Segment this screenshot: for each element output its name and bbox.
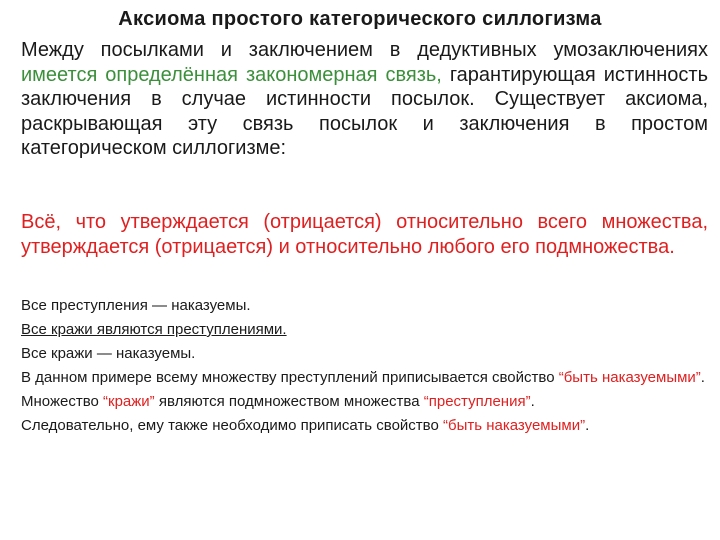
page-title: Аксиома простого категорического силлогизма: [118, 8, 602, 30]
conclusion: Все кражи — наказуемы.: [21, 345, 196, 362]
quote-punishable: “быть наказуемыми”: [558, 369, 701, 386]
intro-text-1: Между посылками и заключением в дедуктивных умозаключениях: [21, 39, 708, 61]
intro-highlight: имеется определённая закономерная связь,: [21, 63, 442, 86]
example-block: [21, 294, 708, 438]
intro-paragraph: [21, 38, 708, 161]
quote-punishable-2: “быть наказуемыми”: [443, 417, 586, 434]
explanation-3: Следовательно, ему также необходимо приписать свойство “быть наказуемыми”.: [21, 417, 590, 434]
premise-minor: Все кражи являются преступлениями.: [21, 321, 287, 338]
intro-text-2: гарантирующая истинность заключения в случае истинности посылок. Существует аксиома, раскрывающая эту связь посылок и заключения в простом категорическом силлогизме:: [21, 63, 709, 160]
quote-thefts: “кражи”: [103, 393, 155, 410]
axiom-paragraph: Всё, что утверждается (отрицается) относительно всего множества, утверждается (отрицается) и относительно любого его подмножества.: [21, 211, 708, 258]
quote-crimes: “преступления”: [423, 393, 531, 410]
explanation-2: Множество “кражи” являются подмножеством множества “преступления”.: [21, 393, 535, 410]
premise-major: Все преступления — наказуемы.: [21, 297, 251, 314]
explanation-1: В данном примере всему множеству преступлений приписывается свойство “быть наказуемыми”.: [21, 369, 705, 386]
